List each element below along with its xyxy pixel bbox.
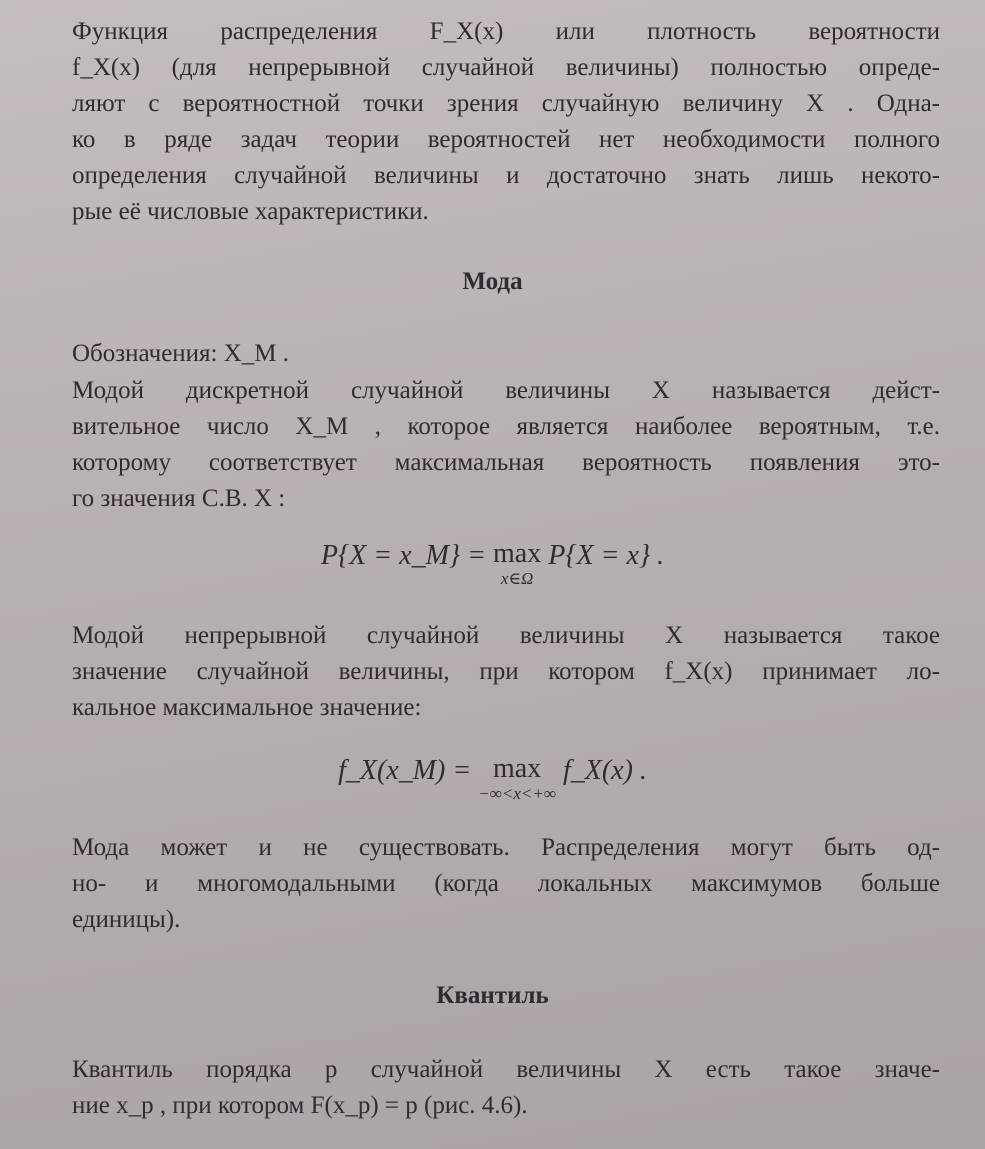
continuous-mode-paragraph [72,618,940,726]
operator-name: max [493,538,542,569]
notation-paragraph [72,336,940,372]
text-line: Модой непрерывной случайной величины X называется такое [72,622,940,649]
formula-rhs: P{X = x} . [548,540,665,571]
text-line: определения случайной величины и достаточно знать лишь некото- [72,162,940,189]
text-line: Мода может и не существовать. Распределения могут быть од- [72,834,940,861]
text-line: Квантиль порядка p случайной величины X есть такое значе- [72,1056,940,1083]
text-line: ляют с вероятностной точки зрения случайную величину X . Одна- [72,90,940,117]
formula-operator [478,755,556,805]
operator-limit: x∈Ω [500,569,534,588]
text-line: ко в ряде задач теории вероятностей нет необходимости полного [72,126,940,153]
text-line: рые её числовые характеристики. [72,198,429,225]
text-line: Функция распределения F_X(x) или плотность вероятности [72,18,940,45]
text-line: единицы). [72,906,181,933]
text-line: го значения С.В. X : [72,485,286,512]
mode-existence-paragraph [72,830,940,938]
quantile-paragraph [72,1052,940,1124]
text-line: f_X(x) (для непрерывной случайной величины) полностью опреде- [72,54,940,81]
text-line: Обозначения: X_M . [72,340,290,367]
operator-limit: −∞<x<+∞ [478,784,556,803]
intro-paragraph [72,14,940,230]
formula-lhs: P{X = x_M} = [320,540,486,571]
discrete-mode-paragraph [72,373,940,517]
text-line: кальное максимальное значение: [72,694,422,721]
formula-discrete-mode [0,540,985,590]
formula-operator [493,540,541,590]
operator-name: max [492,753,542,784]
section-heading-kvantil: Квантиль [436,982,549,1009]
text-line: которому соответствует максимальная вероятность появления это- [72,449,940,476]
text-line: вительное число X_M , которое является наиболее вероятным, т.е. [72,413,940,440]
formula-continuous-mode [0,755,985,805]
section-heading-moda: Мода [462,268,523,295]
formula-lhs: f_X(x_M) = [338,755,472,786]
text-line: Модой дискретной случайной величины X называется дейст- [72,377,940,404]
formula-rhs: f_X(x) . [562,755,647,786]
text-line: ние x_p , при котором F(x_p) = p (рис. 4.6). [72,1092,528,1119]
text-line: но- и многомодальными (когда локальных максимумов больше [72,870,940,897]
text-line: значение случайной величины, при котором f_X(x) принимает ло- [72,658,940,685]
